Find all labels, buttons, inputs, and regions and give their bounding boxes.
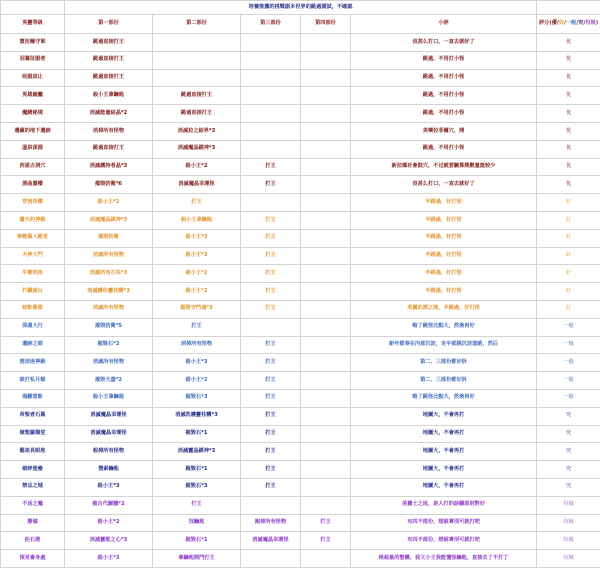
part-2-cell: 殺小王*2 (153, 283, 241, 301)
comment-cell: 地圖大，不會再打 (351, 425, 537, 443)
part-2-cell: 摧毀守門魂*3 (153, 300, 241, 318)
part-1-cell: 殺小王拿鑰匙 (65, 389, 153, 407)
header-row (1, 15, 600, 34)
part-2-cell: 消滅靈晶鎖神*3 (153, 443, 241, 461)
table-row (1, 69, 600, 87)
rating-legend-4: 垃圾 (585, 20, 595, 26)
dungeon-name-cell: 天神大門 (1, 247, 65, 265)
part-3-cell: 打王 (241, 283, 301, 301)
comment-cell: 第二、三部份都好拆 (351, 354, 537, 372)
comment-cell: 地圖大，不會再打 (351, 461, 537, 479)
rating-cell: 优 (537, 51, 600, 69)
title-row (1, 1, 600, 15)
part-3-cell: 打王 (241, 372, 301, 390)
comment-cell: 半跳過，好打怪 (351, 283, 537, 301)
header-dungeon: 英靈等級 (1, 15, 65, 34)
part-4-cell (301, 461, 351, 479)
comment-cell: 美樂拉菲爾穴，開 (351, 122, 537, 140)
comment-cell: 半跳過，好打怪 (351, 229, 537, 247)
part-1-cell: 摧毀石*2 (65, 336, 153, 354)
comment-cell: 第二、三部份都好拆 (351, 372, 537, 390)
part-3-cell (241, 105, 301, 123)
part-4-cell: 打王 (301, 532, 351, 550)
part-2-cell: 跳過直接打王 (153, 87, 241, 105)
part-2-cell: 殺小王拿鑰匙 (153, 211, 241, 229)
part-4-cell (301, 87, 351, 105)
part-3-cell: 打王 (241, 300, 301, 318)
part-2-cell: 殺小王*3 (153, 247, 241, 265)
part-4-cell (301, 140, 351, 158)
table-row (1, 496, 600, 514)
part-1-cell: 跳過直接打王 (65, 51, 153, 69)
title-spacer (537, 1, 600, 15)
part-3-cell: 打王 (241, 229, 301, 247)
table-row (1, 105, 600, 123)
part-1-cell: 消滅魔晶幸運怪 (65, 407, 153, 425)
part-4-cell (301, 407, 351, 425)
part-3-cell (241, 194, 301, 212)
part-2-cell: 跳過直接打王 (153, 105, 241, 123)
part-4-cell (301, 550, 351, 568)
part-4-cell (301, 211, 351, 229)
table-row (1, 550, 600, 568)
rating-cell: 优 (537, 176, 600, 194)
dungeon-name-cell: 廢墟 (1, 514, 65, 532)
rating-cell: 好 (537, 283, 600, 301)
part-3-cell (241, 122, 301, 140)
part-2-cell: 摧毀石*1 (153, 532, 241, 550)
comment-cell: 跳過，不用打小怪 (351, 140, 537, 158)
part-2-cell (153, 51, 241, 69)
part-1-cell: 消滅護持者晶*3 (65, 158, 153, 176)
part-4-cell (301, 336, 351, 354)
part-4-cell (301, 354, 351, 372)
part-3-cell: 打王 (241, 176, 301, 194)
dungeon-name-cell: 酒曲蜃樓 (1, 176, 65, 194)
part-2-cell: 摧毀石*1 (153, 425, 241, 443)
rating-cell: 优 (537, 105, 600, 123)
rating-cell: 一般 (537, 354, 600, 372)
part-4-cell (301, 51, 351, 69)
table-row (1, 425, 600, 443)
comment-cell: 略了跳怪比點大，然後再好 (351, 318, 537, 336)
part-3-cell: 打王 (241, 265, 301, 283)
table-row (1, 265, 600, 283)
dungeon-name-cell: 打鐵屋台 (1, 283, 65, 301)
table-row (1, 300, 600, 318)
dungeon-name-cell: 魔鏡秘境 (1, 105, 65, 123)
dungeon-name-cell: 英雄幽屬 (1, 87, 65, 105)
rating-cell: 优 (537, 158, 600, 176)
part-2-cell: 消滅拉之結界*3 (153, 122, 241, 140)
title-spacer (1, 1, 65, 15)
rating-cell: 优 (537, 69, 600, 87)
rating-cell: 优 (537, 87, 600, 105)
table-row (1, 176, 600, 194)
comment-cell: 地圖大，不會再打 (351, 478, 537, 496)
table-row (1, 140, 600, 158)
table-row (1, 336, 600, 354)
part-2-cell: 殺小王*3 (153, 229, 241, 247)
table-row (1, 372, 600, 390)
rating-cell: 究 (537, 407, 600, 425)
rating-cell: 一般 (537, 336, 600, 354)
comment-cell: 略了跳怪比點大，然後再好 (351, 389, 537, 407)
part-2-cell: 消掉所有怪物 (153, 336, 241, 354)
part-2-cell: 打王 (153, 496, 241, 514)
comment-cell: 沒甚么打口，一直去就好了 (351, 34, 537, 52)
part-3-cell: 打王 (241, 211, 301, 229)
dungeon-name-cell: 遺跡之眼 (1, 336, 65, 354)
part-1-cell: 跳過直接打王 (65, 69, 153, 87)
rating-cell: 好 (537, 265, 600, 283)
part-4-cell (301, 122, 351, 140)
part-3-cell (241, 140, 301, 158)
header-part-4: 第四部份 (301, 15, 351, 34)
table-row (1, 318, 600, 336)
rating-cell: 究 (537, 461, 600, 479)
part-1-cell: 摧古代圖騰*2 (65, 496, 153, 514)
part-2-cell (153, 34, 241, 52)
table-row (1, 478, 600, 496)
dungeon-name-cell: 收服退让 (1, 69, 65, 87)
rating-header-suffix: ) (596, 20, 598, 26)
dungeon-name-cell: 不活之魔 (1, 496, 65, 514)
part-1-cell: 消滅所有怪物 (65, 354, 153, 372)
part-2-cell: 摧毀石*1 (153, 461, 241, 479)
part-2-cell: 拿鑰匙開門打王 (153, 550, 241, 568)
dungeon-name-cell: 預見審身處 (1, 550, 65, 568)
part-4-cell (301, 176, 351, 194)
part-1-cell: 消滅魔晶鎖神*3 (65, 211, 153, 229)
part-2-cell: 打王 (153, 194, 241, 212)
part-1-cell: 摧毀防衛 (65, 229, 153, 247)
part-1-cell: 殺小王*3 (65, 550, 153, 568)
part-3-cell: 打王 (241, 336, 301, 354)
comment-cell: 地圖大，不會再打 (351, 407, 537, 425)
header-part-3: 第三部份 (241, 15, 301, 34)
dungeon-name-cell: 平廢刑房 (1, 265, 65, 283)
part-4-cell (301, 283, 351, 301)
part-1-cell: 消滅護佑靈柱體*3 (65, 283, 153, 301)
dungeon-name-cell: 西恩古洞穴 (1, 158, 65, 176)
rating-cell: 究 (537, 478, 600, 496)
comment-cell: 新年節奏在內部沉淀，走半部跳沉淀道路，然后 (351, 336, 537, 354)
comment-cell: 半跳過，好打怪 (351, 211, 537, 229)
part-2-cell: 殺小王*2 (153, 158, 241, 176)
header-part-2: 第二部份 (153, 15, 241, 34)
table-row (1, 247, 600, 265)
part-3-cell: 打王 (241, 461, 301, 479)
comment-cell: 稍殺最的整體，我又小王我能懂怪鑰匙，直接去了不打了 (351, 550, 537, 568)
part-4-cell (301, 496, 351, 514)
part-3-cell (241, 318, 301, 336)
comment-cell: 沒甚么打口，一直去就好了 (351, 176, 537, 194)
part-1-cell: 消滅靈能之心*3 (65, 532, 153, 550)
part-2-cell: 摧毀石*3 (153, 389, 241, 407)
part-1-cell: 消滅所有石柱*3 (65, 265, 153, 283)
part-1-cell: 殺小王*3 (65, 478, 153, 496)
part-4-cell (301, 194, 351, 212)
dungeon-name-cell: 拒石港 (1, 532, 65, 550)
part-1-cell: 摧毀防衛*6 (65, 176, 153, 194)
part-3-cell: 打王 (241, 425, 301, 443)
part-3-cell (241, 69, 301, 87)
dungeon-name-cell: 海翻雲影 (1, 389, 65, 407)
part-2-cell: 消滅魔晶幸運怪 (153, 176, 241, 194)
dungeon-name-cell: 賈拉爾守軍 (1, 34, 65, 52)
dungeon-name-cell: 暗影衛隊 (1, 300, 65, 318)
rating-header-separator: / (564, 20, 566, 26)
dungeon-name-cell: 深淵大行 (1, 318, 65, 336)
header-part-1: 第一部份 (65, 15, 153, 34)
part-4-cell (301, 229, 351, 247)
table-row (1, 407, 600, 425)
rating-header-separator: / (576, 20, 578, 26)
part-2-cell: 找鑰匙 (153, 514, 241, 532)
rating-header-separator: / (557, 20, 559, 26)
comment-cell: 半跳過，好打怪 (351, 194, 537, 212)
part-3-cell (241, 51, 301, 69)
rating-legend-0: 優 (552, 20, 557, 26)
part-3-cell: 跑掉所有怪物 (241, 514, 301, 532)
part-3-cell (241, 34, 301, 52)
rating-cell: 好 (537, 194, 600, 212)
part-2-cell: 摧毀石*3 (153, 478, 241, 496)
rating-header-prefix: 評分( (539, 20, 552, 26)
rating-cell: 好 (537, 211, 600, 229)
comment-cell: 美麗士之尾，是人打的話聽原則對好 (351, 496, 537, 514)
table-row (1, 194, 600, 212)
rating-cell: 优 (537, 140, 600, 158)
part-1-cell: 摧毀防衛*5 (65, 318, 153, 336)
table-row (1, 443, 600, 461)
part-4-cell (301, 318, 351, 336)
comment-cell: 半跳過，好打怪 (351, 247, 537, 265)
part-1-cell: 殺小王拿鑰匙 (65, 87, 153, 105)
table-row (1, 158, 600, 176)
part-3-cell: 打王 (241, 158, 301, 176)
part-1-cell: 殺掉所有怪物 (65, 443, 153, 461)
part-3-cell (241, 496, 301, 514)
dungeon-name-cell: 遺蘊的地下遺跡 (1, 122, 65, 140)
rating-cell: 垃圾 (537, 496, 600, 514)
dungeon-name-cell: 傾聖羅盤堂 (1, 425, 65, 443)
rating-cell: 优 (537, 34, 600, 52)
part-4-cell (301, 69, 351, 87)
table-row (1, 514, 600, 532)
part-2-cell: 消滅魔晶鎖神*3 (153, 140, 241, 158)
table-row (1, 122, 600, 140)
comment-cell: 跳過，不用打小怪 (351, 69, 537, 87)
dungeon-name-cell: 羽翼征服者 (1, 51, 65, 69)
part-3-cell (241, 550, 301, 568)
part-1-cell: 消滅所有怪物 (65, 247, 153, 265)
part-3-cell (241, 87, 301, 105)
rating-cell: 垃圾 (537, 550, 600, 568)
rating-cell: 一般 (537, 372, 600, 390)
table-row (1, 51, 600, 69)
table-row (1, 532, 600, 550)
table-row (1, 87, 600, 105)
part-1-cell: 消滅能量結晶*2 (65, 105, 153, 123)
comment-cell: 跳過，不用打小怪 (351, 105, 537, 123)
dungeon-name-cell: 騰天的神殿 (1, 211, 65, 229)
table-row (1, 461, 600, 479)
table-row (1, 354, 600, 372)
dungeon-name-cell: 破碎堡壘 (1, 461, 65, 479)
comment-cell: 有四不部份，想說專別可就打吧 (351, 532, 537, 550)
part-2-cell: 打王 (153, 318, 241, 336)
table-row (1, 283, 600, 301)
comment-cell: 跳過，不用打小怪 (351, 87, 537, 105)
dungeon-name-cell: 拳輕萬人殿堂 (1, 229, 65, 247)
table-row (1, 389, 600, 407)
part-1-cell: 殺小王*2 (65, 514, 153, 532)
part-4-cell (301, 265, 351, 283)
part-3-cell: 打王 (241, 407, 301, 425)
part-1-cell: 摧毀天盡*2 (65, 372, 153, 390)
comment-cell: 有四不部份，想說專別可就打吧 (351, 514, 537, 532)
part-3-cell: 打王 (241, 354, 301, 372)
header-rating (537, 15, 600, 34)
part-2-cell: 消滅洗護靈柱體*3 (153, 407, 241, 425)
part-3-cell: 打王 (241, 443, 301, 461)
part-1-cell: 殺小王*2 (65, 194, 153, 212)
part-1-cell: 跳過直接打王 (65, 34, 153, 52)
dungeon-name-cell: 眼打私月館 (1, 372, 65, 390)
part-3-cell: 打王 (241, 247, 301, 265)
comment-cell: 跳過，不用打小怪 (351, 51, 537, 69)
part-1-cell: 消滅所有怪物 (65, 300, 153, 318)
rating-cell: 垃圾 (537, 532, 600, 550)
part-3-cell: 消滅魔晶幸運怪 (241, 532, 301, 550)
part-4-cell (301, 443, 351, 461)
table-title: 培養推薦的挑戰副本世界的跳過測試，不確認 (65, 1, 537, 15)
dungeon-name-cell: 禁忌之城 (1, 478, 65, 496)
part-1-cell: 消滅魔晶幸運怪 (65, 425, 153, 443)
part-4-cell (301, 372, 351, 390)
rating-header-separator: / (583, 20, 585, 26)
table-row (1, 211, 600, 229)
rating-legend-3: 究 (578, 20, 583, 26)
dungeon-name-cell: 遊涼迷神殿 (1, 354, 65, 372)
rating-cell: 优 (537, 122, 600, 140)
part-2-cell: 殺小王*2 (153, 372, 241, 390)
rating-cell: 垃圾 (537, 514, 600, 532)
dungeon-name-cell: 龍祖長眠地 (1, 443, 65, 461)
rating-cell: 好 (537, 229, 600, 247)
comment-cell: 新拉爆社會鼓穴，不过就要驗算獎數量挺较少 (351, 158, 537, 176)
rating-cell: 一般 (537, 389, 600, 407)
table-row (1, 229, 600, 247)
rating-legend-2: 一般 (566, 20, 576, 26)
part-4-cell (301, 158, 351, 176)
dungeon-name-cell: 穿流奇耀 (1, 194, 65, 212)
rating-legend-1: 好 (559, 20, 564, 26)
header-comment: 小評 (351, 15, 537, 34)
part-4-cell: 打王 (301, 514, 351, 532)
part-2-cell (153, 69, 241, 87)
part-2-cell: 殺小王*2 (153, 265, 241, 283)
part-4-cell (301, 478, 351, 496)
comment-cell: 地圖大，不會再打 (351, 443, 537, 461)
part-3-cell: 打王 (241, 478, 301, 496)
part-1-cell: 搜索鑰匙 (65, 461, 153, 479)
comment-cell: 半跳過，好打怪 (351, 265, 537, 283)
part-4-cell (301, 34, 351, 52)
comment-cell: 美麗的漂之間，半跳過，好打怪 (351, 300, 537, 318)
part-4-cell (301, 105, 351, 123)
part-1-cell: 跳過直接打王 (65, 140, 153, 158)
dungeon-name-cell: 帝聖者石墓 (1, 407, 65, 425)
rating-cell: 究 (537, 443, 600, 461)
rating-cell: 一般 (537, 318, 600, 336)
dungeon-name-cell: 溫泉深淵 (1, 140, 65, 158)
rating-cell: 好 (537, 247, 600, 265)
rating-cell: 好 (537, 300, 600, 318)
rating-cell: 究 (537, 425, 600, 443)
part-4-cell (301, 389, 351, 407)
part-4-cell (301, 300, 351, 318)
table-row (1, 34, 600, 52)
part-3-cell: 打王 (241, 389, 301, 407)
part-1-cell: 消掉所有怪物 (65, 122, 153, 140)
part-2-cell: 殺小王*3 (153, 354, 241, 372)
part-4-cell (301, 425, 351, 443)
part-4-cell (301, 247, 351, 265)
